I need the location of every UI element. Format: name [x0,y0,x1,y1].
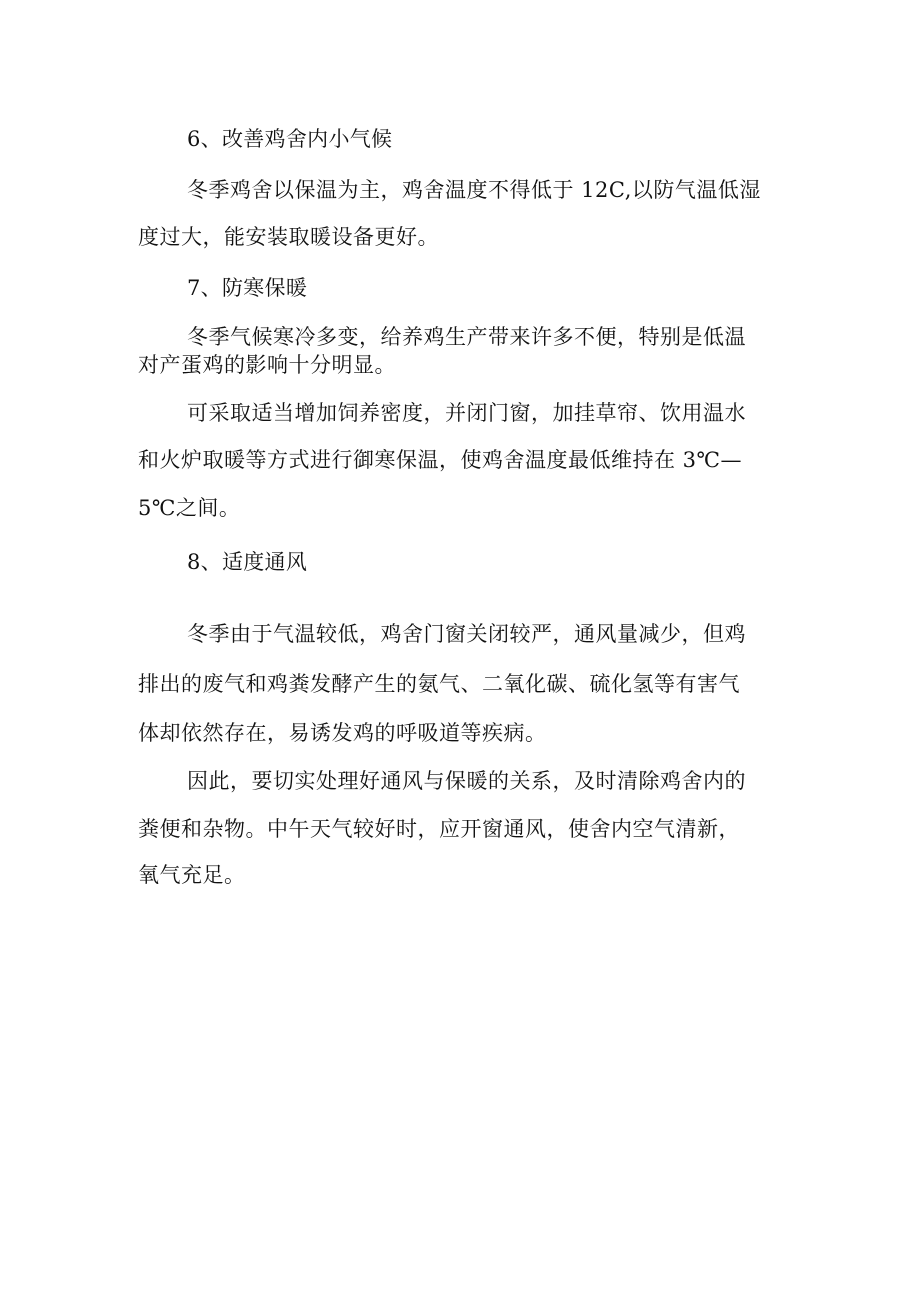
paragraph-line: 5℃之间。 [138,496,241,520]
paragraph-line: 因此，要切实处理好通风与保暖的关系，及时清除鸡舍内的 [187,769,746,793]
paragraph-line: 排出的废气和鸡粪发酵产生的氨气、二氧化碳、硫化氢等有害气 [138,672,740,696]
section-heading: 6、改善鸡舍内小气候 [187,127,393,151]
paragraph-line: 度过大，能安装取暖设备更好。 [138,225,439,249]
paragraph-line: 可采取适当增加饲养密度，并闭门窗，加挂草帘、饮用温水 [187,401,746,425]
paragraph-line: 和火炉取暖等方式进行御寒保温，使鸡舍温度最低维持在 3℃— [138,448,743,472]
paragraph-line: 冬季鸡舍以保温为主，鸡舍温度不得低于 12C,以防气温低湿 [187,178,761,202]
paragraph-line: 粪便和杂物。中午天气较好时，应开窗通风，使舍内空气清新， [138,817,740,841]
paragraph-line: 冬季气候寒冷多变，给养鸡生产带来许多不便，特别是低温 [187,325,746,349]
paragraph-line: 冬季由于气温较低，鸡舍门窗关闭较严，通风量减少，但鸡 [187,622,746,646]
paragraph-line: 氧气充足。 [138,863,246,887]
section-heading: 8、适度通风 [187,550,308,574]
paragraph-line: 体却依然存在，易诱发鸡的呼吸道等疾病。 [138,721,547,745]
section-heading: 7、防寒保暖 [187,276,308,300]
paragraph-line: 对产蛋鸡的影响十分明显。 [138,353,396,377]
